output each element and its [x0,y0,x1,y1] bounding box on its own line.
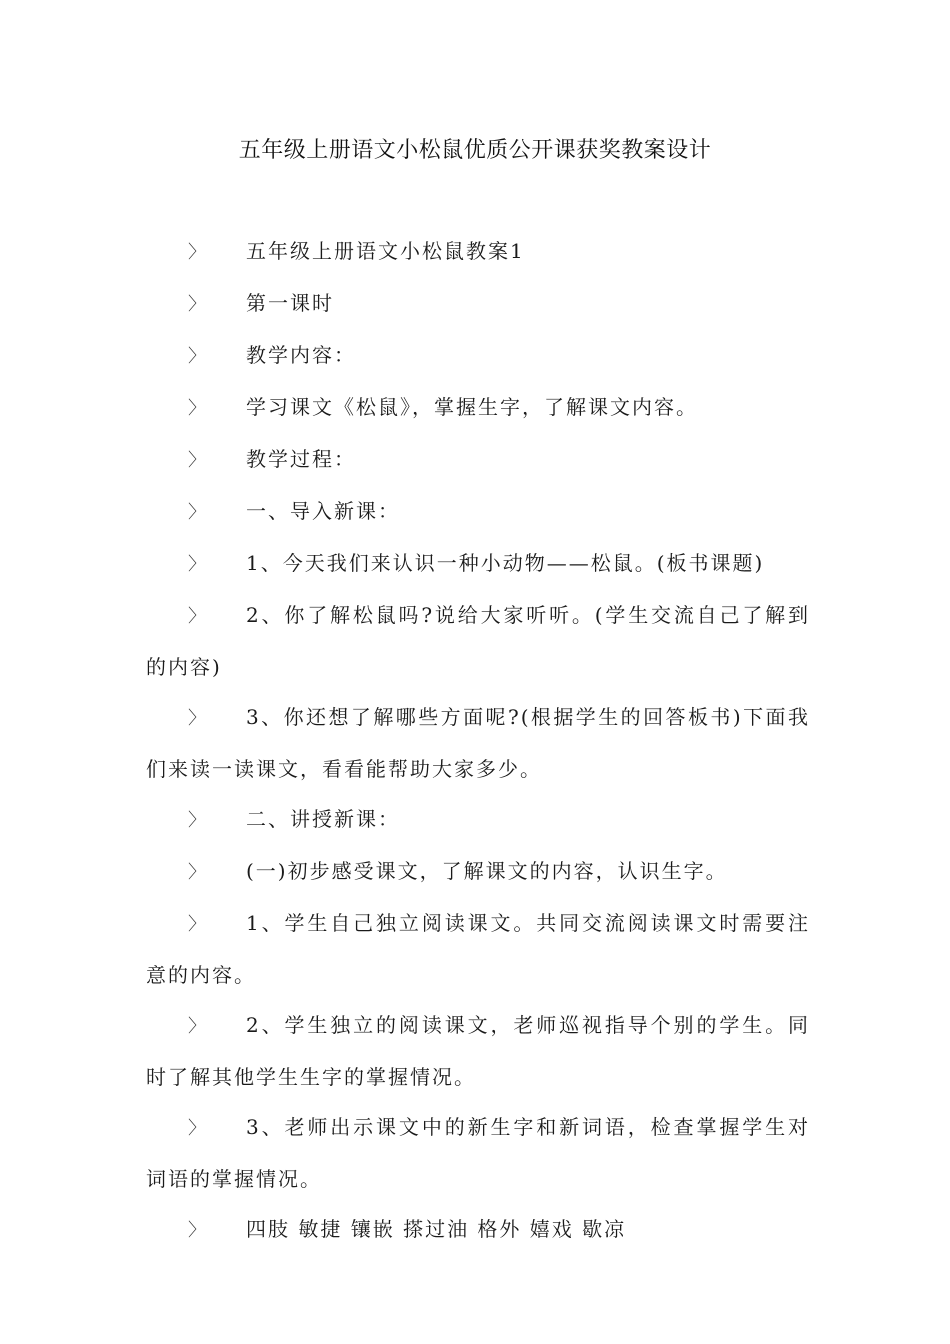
paragraph-text: 3、你还想了解哪些方面呢?(根据学生的回答板书)下面我们来读一读课文，看看能帮助大家多少。 [146,705,810,781]
bullet-arrow-icon: 〉 [188,554,206,575]
paragraph-text: 1、学生自己独立阅读课文。共同交流阅读课文时需要注意的内容。 [146,911,810,987]
paragraph-text: 3、老师出示课文中的新生字和新词语，检查掌握学生对词语的掌握情况。 [146,1115,810,1191]
paragraph [146,278,810,330]
bullet-arrow-icon: 〉 [188,398,206,419]
paragraph-text: 教学过程： [246,447,356,471]
paragraph [146,434,810,486]
paragraph [146,1102,810,1204]
paragraph-text: 四肢 敏捷 镶嵌 搽过油 格外 嬉戏 歇凉 [246,1217,627,1241]
paragraph-text: 1、今天我们来认识一种小动物——松鼠。(板书课题) [246,551,765,575]
paragraph [146,1204,810,1256]
paragraph [146,486,810,538]
paragraph-text: 第一课时 [246,291,334,315]
paragraph [146,794,810,846]
bullet-arrow-icon: 〉 [188,294,206,315]
paragraph-text: 教学内容： [246,343,356,367]
bullet-arrow-icon: 〉 [188,914,206,935]
bullet-arrow-icon: 〉 [188,450,206,471]
bullet-arrow-icon: 〉 [188,346,206,367]
paragraph-text: 五年级上册语文小松鼠教案1 [246,239,525,263]
bullet-arrow-icon: 〉 [188,708,206,729]
document-title: 五年级上册语文小松鼠优质公开课获奖教案设计 [238,138,712,163]
paragraph [146,692,810,794]
bullet-arrow-icon: 〉 [188,862,206,883]
bullet-arrow-icon: 〉 [188,1118,206,1139]
paragraph [146,538,810,590]
paragraph-text: 2、你了解松鼠吗?说给大家听听。(学生交流自己了解到的内容) [146,603,810,679]
paragraph-text: 学习课文《松鼠》，掌握生字，了解课文内容。 [246,395,698,419]
bullet-arrow-icon: 〉 [188,1016,206,1037]
paragraph-text: 2、学生独立的阅读课文，老师巡视指导个别的学生。同时了解其他学生生字的掌握情况。 [146,1013,810,1089]
bullet-arrow-icon: 〉 [188,242,206,263]
bullet-arrow-icon: 〉 [188,810,206,831]
paragraph [146,1000,810,1102]
paragraph [146,226,810,278]
paragraph [146,898,810,1000]
paragraph [146,590,810,692]
paragraph-text: (一)初步感受课文，了解课文的内容，认识生字。 [246,859,728,883]
bullet-arrow-icon: 〉 [188,502,206,523]
bullet-arrow-icon: 〉 [188,1220,206,1241]
document-body [146,226,810,1256]
paragraph [146,846,810,898]
paragraph [146,382,810,434]
paragraph-text: 一、导入新课： [246,499,400,523]
paragraph-text: 二、讲授新课： [246,807,400,831]
paragraph [146,330,810,382]
bullet-arrow-icon: 〉 [188,606,206,627]
